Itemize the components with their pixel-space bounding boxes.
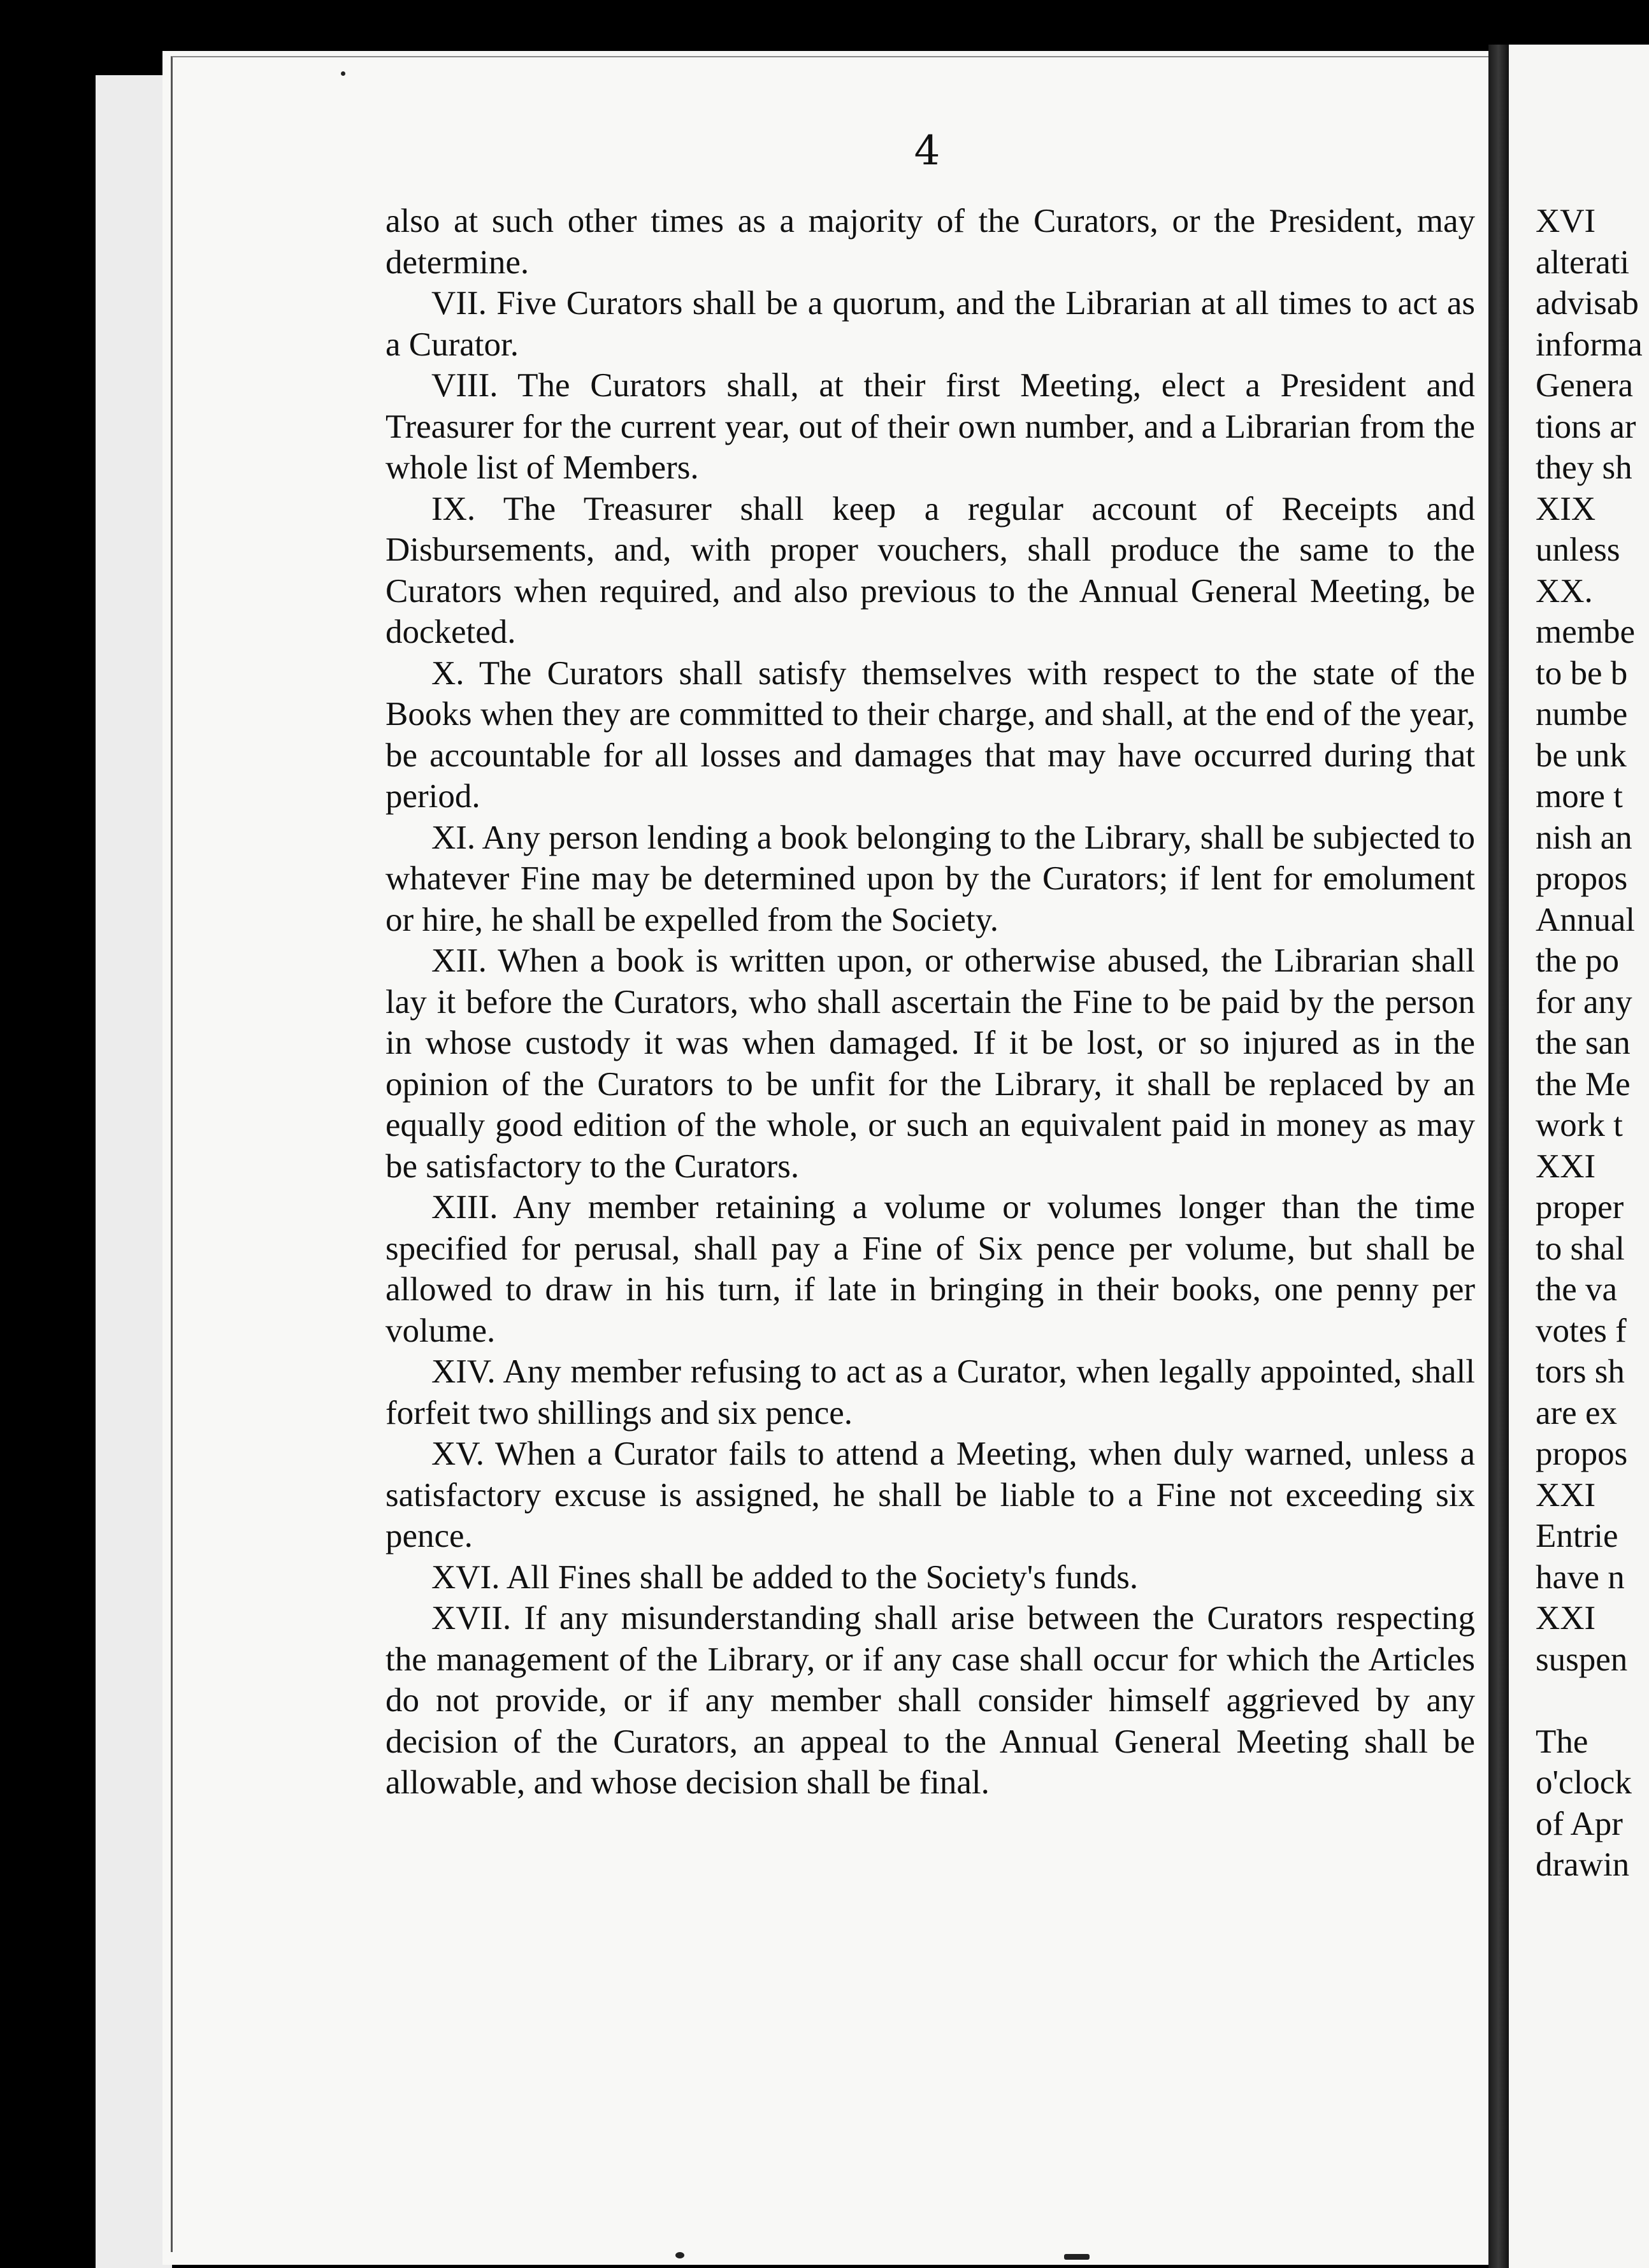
right-page-line: suspen bbox=[1536, 1640, 1628, 1678]
right-page-line: tions ar bbox=[1536, 408, 1636, 445]
right-page-line: XIX bbox=[1536, 490, 1596, 528]
right-page-line: unless bbox=[1536, 531, 1620, 568]
right-page-line: have n bbox=[1536, 1558, 1625, 1596]
right-page-line: o'clock bbox=[1536, 1764, 1632, 1801]
ink-speck bbox=[675, 2252, 684, 2258]
right-page-line: proper bbox=[1536, 1189, 1624, 1226]
right-page-line: of Apr bbox=[1536, 1805, 1623, 1842]
article-x: X. The Curators shall satisfy themselves with respect to the state of the Books when they are committed to their charge, and shall, at the end of the year, be accountable for all losses and damages that may have occurred during that period. bbox=[385, 654, 1475, 815]
right-page-line: are ex bbox=[1536, 1394, 1617, 1432]
right-page-line: nish an bbox=[1536, 819, 1632, 856]
right-page-line: the Me bbox=[1536, 1065, 1631, 1103]
right-page-line bbox=[1536, 1680, 1649, 1721]
right-page-line: propos bbox=[1536, 860, 1628, 897]
right-page-line: XXI bbox=[1536, 1476, 1596, 1514]
right-page-line: advisab bbox=[1536, 285, 1639, 322]
right-page-line: to be b bbox=[1536, 654, 1628, 692]
article-xii: XII. When a book is written upon, or otherwise abused, the Librarian shall lay it before the Curators, who shall ascertain the Fine to be paid by the person in whose custody it was when damaged. If it be lost, or so injured as in the opinion of the Curators to be unfit for the Library, it shall be replaced by an equally good edition of the whole, or such an equivalent paid in money as may be satisfactory to the Curators. bbox=[385, 942, 1475, 1185]
article-viii: VIII. The Curators shall, at their first Meeting, elect a President and Treasurer for the current year, out of their own number, and a Librarian from the whole list of Members. bbox=[385, 367, 1475, 486]
article-xvii: XVII. If any misunderstanding shall arise between the Curators respecting the management of the Library, or if any case shall occur for which the Articles do not provide, or if any member shall consider himself aggrieved by any decision of the Curators, an appeal to the Annual General Meeting shall be allowable, and whose decision shall be final. bbox=[385, 1600, 1475, 1801]
right-page-line: the va bbox=[1536, 1271, 1618, 1308]
article-vii: VII. Five Curators shall be a quorum, and the Librarian at all times to act as a Curator. bbox=[385, 285, 1475, 363]
right-page-line: numbe bbox=[1536, 696, 1628, 733]
page-edge-left bbox=[96, 75, 172, 2268]
right-page-line: informa bbox=[1536, 326, 1643, 363]
page-body bbox=[385, 201, 1475, 1804]
right-page-text bbox=[1536, 201, 1649, 1886]
right-page-line: they sh bbox=[1536, 449, 1632, 486]
right-page-line: XVI bbox=[1536, 203, 1596, 240]
right-page-line: XX. bbox=[1536, 572, 1593, 610]
article-xiii: XIII. Any member retaining a volume or volumes longer than the time specified for perusal, shall pay a Fine of Six pence per volume, but shall be allowed to draw in his turn, if late in bringing in their books, one penny per volume. bbox=[385, 1189, 1475, 1349]
right-page-line: the po bbox=[1536, 942, 1619, 979]
right-page-line: propos bbox=[1536, 1435, 1628, 1472]
right-page-line: work t bbox=[1536, 1107, 1623, 1144]
right-page-line: drawin bbox=[1536, 1846, 1630, 1883]
right-page-line: the san bbox=[1536, 1024, 1631, 1061]
page-number: 4 bbox=[914, 127, 940, 175]
article-xv: XV. When a Curator fails to attend a Meeting, when duly warned, unless a satisfactory excuse is assigned, he shall be liable to a Fine not exceeding six pence. bbox=[385, 1435, 1475, 1554]
right-page-line: to shal bbox=[1536, 1230, 1625, 1267]
right-page-line: membe bbox=[1536, 614, 1635, 650]
right-page-line: Annual bbox=[1536, 901, 1636, 938]
right-page-line: Genera bbox=[1536, 367, 1633, 404]
book-gutter bbox=[1488, 45, 1509, 2268]
article-xiv: XIV. Any member refusing to act as a Curator, when legally appointed, shall forfeit two shillings and six pence. bbox=[385, 1353, 1475, 1432]
right-page-line: The bbox=[1536, 1723, 1588, 1760]
ink-speck bbox=[341, 71, 345, 76]
right-page-line: more t bbox=[1536, 778, 1623, 815]
right-page-line: for any bbox=[1536, 983, 1632, 1021]
right-page-line: tors sh bbox=[1536, 1353, 1625, 1390]
article-ix: IX. The Treasurer shall keep a regular account of Receipts and Disbursements, and, with proper vouchers, shall produce the same to the Curators when required, and also previous to the Annual General Meeting, be docketed. bbox=[385, 490, 1475, 650]
ink-speck bbox=[1064, 2254, 1090, 2260]
article-xvi: XVI. All Fines shall be added to the Society's funds. bbox=[431, 1558, 1139, 1596]
right-page-line: XXI bbox=[1536, 1147, 1596, 1185]
right-page-line: XXI bbox=[1536, 1600, 1596, 1637]
right-page-line: alterati bbox=[1536, 243, 1630, 281]
article-xi: XI. Any person lending a book belonging to the Library, shall be subjected to whatever Fine may be determined upon by the Curators; if lent for emolument or hire, he shall be expelled from the Society. bbox=[385, 819, 1475, 938]
article-continuation: also at such other times as a majority of the Curators, or the President, may determine. bbox=[385, 203, 1475, 281]
right-page-line: be unk bbox=[1536, 736, 1627, 774]
right-page-line: votes f bbox=[1536, 1312, 1627, 1349]
right-page-line: Entrie bbox=[1536, 1518, 1618, 1554]
